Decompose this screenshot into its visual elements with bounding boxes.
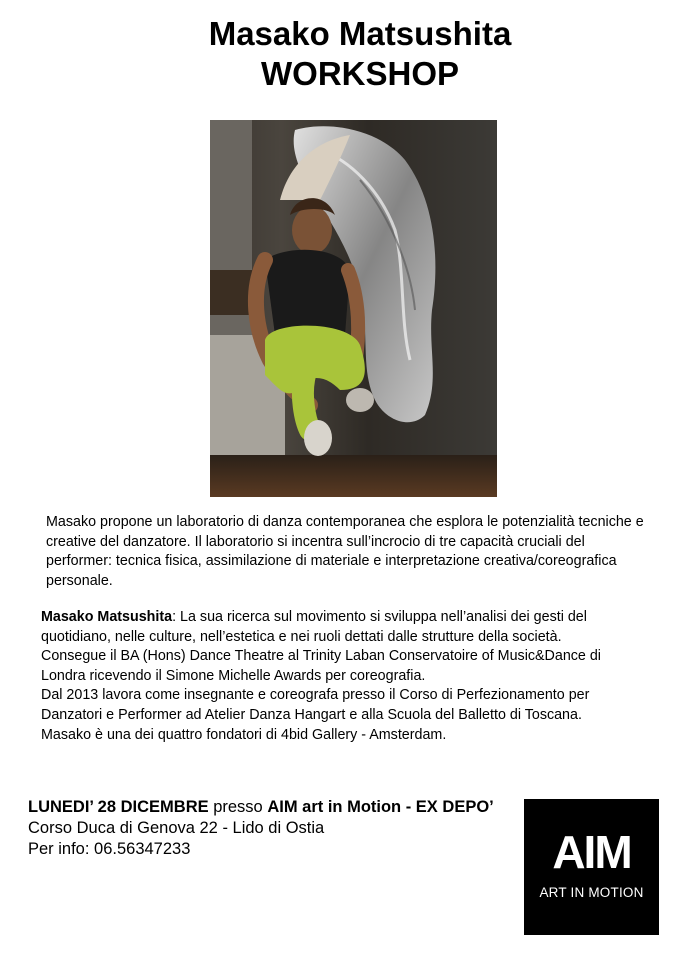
biography xyxy=(41,608,651,745)
event-info: Per info: 06.56347233 xyxy=(28,840,191,858)
bio-line xyxy=(41,608,651,628)
event-venue: AIM art in Motion - EX DEPO’ xyxy=(267,798,494,816)
bio-line: Danzatori e Performer ad Atelier Danza Hangart e alla Scuola del Balletto di Toscana. xyxy=(41,706,582,723)
event-details xyxy=(28,797,528,860)
bio-line1-text: : La sua ricerca sul movimento si sviluppa nell’analisi dei gesti del xyxy=(172,609,587,625)
bio-name: Masako Matsushita xyxy=(41,609,173,625)
aim-logo xyxy=(524,799,659,935)
bio-line: Masako è una dei quattro fondatori di 4bid Gallery - Amsterdam. xyxy=(41,726,447,743)
logo-tagline: ART IN MOTION xyxy=(539,885,644,900)
dancer-photo xyxy=(210,120,497,497)
event-presso: presso xyxy=(208,798,268,816)
poster-title xyxy=(0,14,678,94)
title-workshop: WORKSHOP xyxy=(261,55,459,92)
title-name: Masako Matsushita xyxy=(208,15,512,52)
event-address: Corso Duca di Genova 22 - Lido di Ostia xyxy=(28,819,325,837)
event-date: LUNEDI’ 28 DICEMBRE xyxy=(28,798,209,816)
bio-line: Consegue il BA (Hons) Dance Theatre al Trinity Laban Conservatoire of Music&Dance di xyxy=(41,648,601,665)
workshop-description: Masako propone un laboratorio di danza contemporanea che esplora le potenzialità tecniche e creative del danzatore. Il laboratorio si incentra sull’incrocio di tre capacità cruciali del performer: tecnica fisica, assimilazione di materiale e interpretazione creativa/coreografica personale. xyxy=(46,514,644,589)
bio-line: Londra ricevendo il Simone Michelle Awards per coreografia. xyxy=(41,667,426,684)
bio-line: Dal 2013 lavora come insegnante e coreografa presso il Corso di Perfezionamento per xyxy=(41,687,590,704)
logo-mark: AIM xyxy=(552,826,631,878)
bio-line: quotidiano, nelle culture, nell’estetica e nei ruoli dettati dalle strutture della società. xyxy=(41,628,562,645)
event-date-venue xyxy=(28,797,528,818)
